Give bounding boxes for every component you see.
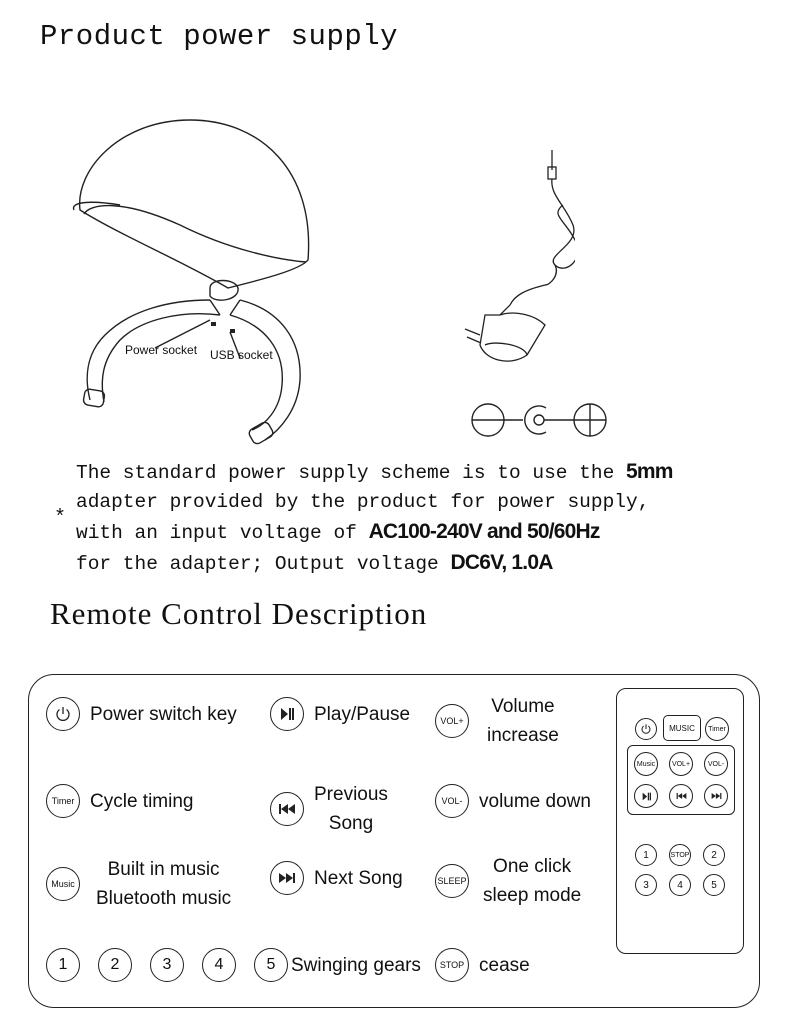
- mini-vol-down-button: VOL-: [704, 752, 728, 776]
- polarity-diagram: [468, 400, 613, 440]
- legend-play-pause: [270, 697, 410, 731]
- legend-timer: [46, 784, 193, 818]
- legend-stop-label: cease: [479, 954, 530, 976]
- legend-volume-up-line2: increase: [487, 725, 559, 746]
- note-input-voltage: AC100-240V and 50/60Hz: [368, 520, 600, 543]
- stop-button-icon: STOP: [435, 948, 469, 982]
- play-pause-icon: [270, 697, 304, 731]
- legend-previous-line1: Previous: [314, 784, 388, 805]
- section-title-power-supply: Product power supply: [40, 20, 399, 53]
- legend-previous-label: [314, 780, 388, 838]
- note-line-4: [76, 548, 673, 579]
- legend-volume-down-label: volume down: [479, 790, 591, 812]
- previous-icon: [270, 792, 304, 826]
- mini-play-pause-icon: [634, 784, 658, 808]
- legend-next: [270, 861, 403, 895]
- legend-sleep-line2: sleep mode: [483, 885, 582, 906]
- gear-2-button-icon: 2: [98, 948, 132, 982]
- vol-down-button-icon: VOL-: [435, 784, 469, 818]
- mini-previous-icon: [669, 784, 693, 808]
- legend-volume-up: [435, 692, 559, 750]
- note-line-1: [76, 457, 673, 488]
- legend-previous-line2: Song: [328, 813, 374, 834]
- music-button-icon: Music: [46, 867, 80, 901]
- mini-number-3: 3: [635, 874, 657, 896]
- timer-button-icon: Timer: [46, 784, 80, 818]
- gear-3-button-icon: 3: [150, 948, 184, 982]
- mini-timer-button: Timer: [705, 717, 729, 741]
- legend-stop: [435, 948, 530, 982]
- sleep-button-icon: SLEEP: [435, 864, 469, 898]
- legend-previous: [270, 780, 388, 838]
- mini-music-button: Music: [634, 752, 658, 776]
- mini-number-5: 5: [703, 874, 725, 896]
- legend-music-label: [96, 855, 231, 913]
- power-icon: [46, 697, 80, 731]
- note-line-2: [76, 488, 673, 517]
- legend-music-line1: Built in music: [107, 859, 220, 880]
- power-socket-label: Power socket: [125, 343, 198, 357]
- note-output-voltage: DC6V, 1.0A: [450, 551, 553, 574]
- note-connector-size: 5mm: [626, 460, 673, 483]
- legend-timer-label: Cycle timing: [90, 790, 194, 812]
- note-asterisk: *: [54, 507, 67, 530]
- mini-control-group: [627, 745, 735, 815]
- legend-music: [46, 855, 231, 913]
- note-line-2-text: adapter provided by the product for power supply,: [76, 491, 650, 513]
- legend-music-line2: Bluetooth music: [96, 888, 232, 909]
- mini-vol-up-button: VOL+: [669, 752, 693, 776]
- next-icon: [270, 861, 304, 895]
- legend-sleep-line1: One click: [493, 856, 572, 877]
- mini-number-1: 1: [635, 844, 657, 866]
- gear-1-button-icon: 1: [46, 948, 80, 982]
- mini-music-tab: MUSIC: [663, 715, 701, 741]
- note-line-3: [76, 517, 673, 548]
- gear-5-button-icon: 5: [254, 948, 288, 982]
- mini-next-icon: [704, 784, 728, 808]
- gear-4-button-icon: 4: [202, 948, 236, 982]
- remote-control-illustration: [616, 688, 744, 954]
- legend-power-label: Power switch key: [90, 703, 237, 725]
- legend-gears: [46, 948, 421, 982]
- vol-up-button-icon: VOL+: [435, 704, 469, 738]
- mini-number-4: 4: [669, 874, 691, 896]
- legend-volume-down: [435, 784, 591, 818]
- power-adapter-illustration: [455, 145, 575, 375]
- legend-sleep: [435, 852, 581, 910]
- mini-number-2: 2: [703, 844, 725, 866]
- legend-gears-label: Swinging gears: [291, 954, 421, 976]
- note-line-3-text: with an input voltage of: [76, 522, 369, 544]
- note-line-1-text: The standard power supply scheme is to use the: [76, 462, 626, 484]
- legend-power: [46, 697, 237, 731]
- legend-next-label: Next Song: [314, 867, 403, 889]
- power-supply-note: [76, 457, 673, 579]
- note-line-4-text: for the adapter; Output voltage: [76, 553, 451, 575]
- usb-socket-label: USB socket: [210, 348, 273, 362]
- mini-stop-button: STOP: [669, 844, 691, 866]
- legend-play-pause-label: Play/Pause: [314, 703, 411, 725]
- legend-volume-up-line1: Volume: [491, 696, 555, 717]
- legend-sleep-label: [483, 852, 581, 910]
- device-illustration: [60, 110, 320, 455]
- legend-volume-up-label: [487, 692, 559, 750]
- mini-power-icon: [635, 718, 657, 740]
- section-title-remote: Remote Control Description: [50, 596, 428, 631]
- center-positive-connector-icon: [525, 406, 546, 434]
